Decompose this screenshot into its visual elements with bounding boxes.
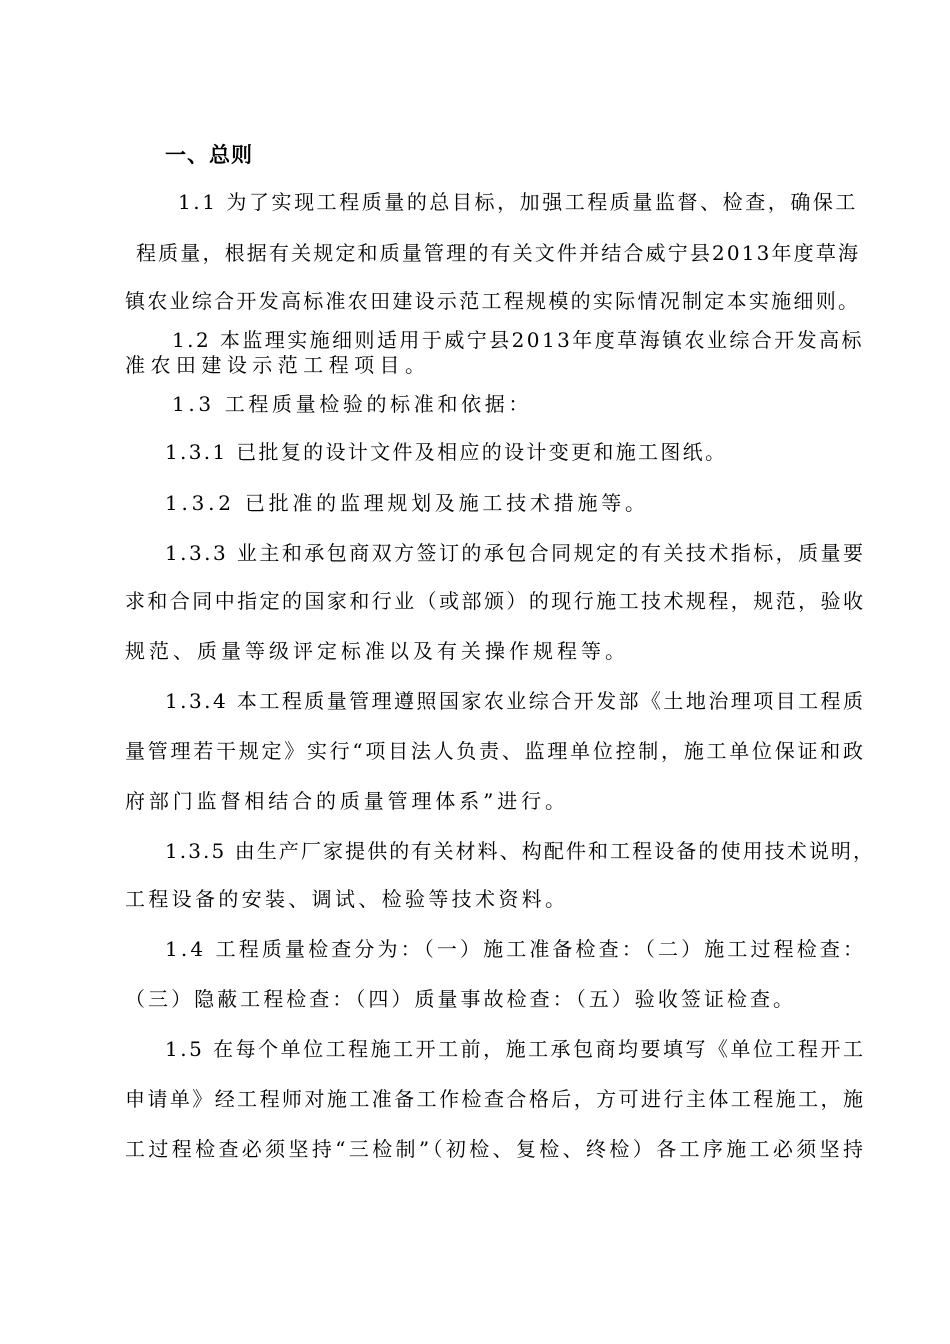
text-line: 1.3.3 业主和承包商双方签订的承包合同规定的有关技术指标，质量要: [165, 541, 866, 565]
text-line: 工程设备的安装、调试、检验等技术资料。: [125, 887, 569, 911]
text-line: 1.5 在每个单位工程施工开工前，施工承包商均要填写《单位工程开工: [165, 1037, 866, 1061]
text-line: 1.3.1 已批复的设计文件及相应的设计变更和施工图纸。: [165, 440, 728, 464]
text-line: 1.3.2 已批准的监理规划及施工技术措施等。: [165, 491, 649, 515]
text-line: 1.1 为了实现工程质量的总目标，加强工程质量监督、检查，确保工: [178, 190, 858, 214]
text-line: 求和合同中指定的国家和行业（或部颁）的现行施工技术规程，规范，验收: [125, 589, 866, 613]
text-line: （三）隐蔽工程检查：（四）质量事故检查：（五）验收签证检查。: [125, 987, 797, 1011]
text-line: 1.3.4 本工程质量管理遵照国家农业综合开发部《土地治理项目工程质: [165, 689, 866, 713]
text-line: 规范、质量等级评定标准以及有关操作规程等。: [125, 639, 629, 663]
text-line: 工过程检查必须坚持“三检制”（初检、复检、终检）各工序施工必须坚持: [125, 1137, 867, 1161]
section-heading: 一、总则: [165, 143, 253, 167]
text-line: 程质量，根据有关规定和质量管理的有关文件并结合威宁县2013年度草海: [136, 241, 861, 265]
text-line: 申请单》经工程师对施工准备工作检查合格后，方可进行主体工程施工，施: [125, 1087, 866, 1111]
text-line: 1.2 本监理实施细则适用于威宁县2013年度草海镇农业综合开发高标: [172, 328, 864, 352]
text-line: 1.4 工程质量检查分为：（一）施工准备检查：（二）施工过程检查：: [165, 937, 867, 961]
text-line: 1.3.5 由生产厂家提供的有关材料、构配件和工程设备的使用技术说明，: [165, 839, 876, 863]
text-line: 镇农业综合开发高标准农田建设示范工程规模的实际情况制定本实施细则。: [125, 289, 861, 313]
text-line: 1.3 工程质量检验的标准和依据：: [172, 392, 532, 416]
text-line: 准农田建设示范工程项目。: [125, 353, 431, 377]
text-line: 府部门监督相结合的质量管理体系”进行。: [125, 789, 569, 813]
text-line: 量管理若干规定》实行“项目法人负责、监理单位控制，施工单位保证和政: [125, 739, 866, 763]
